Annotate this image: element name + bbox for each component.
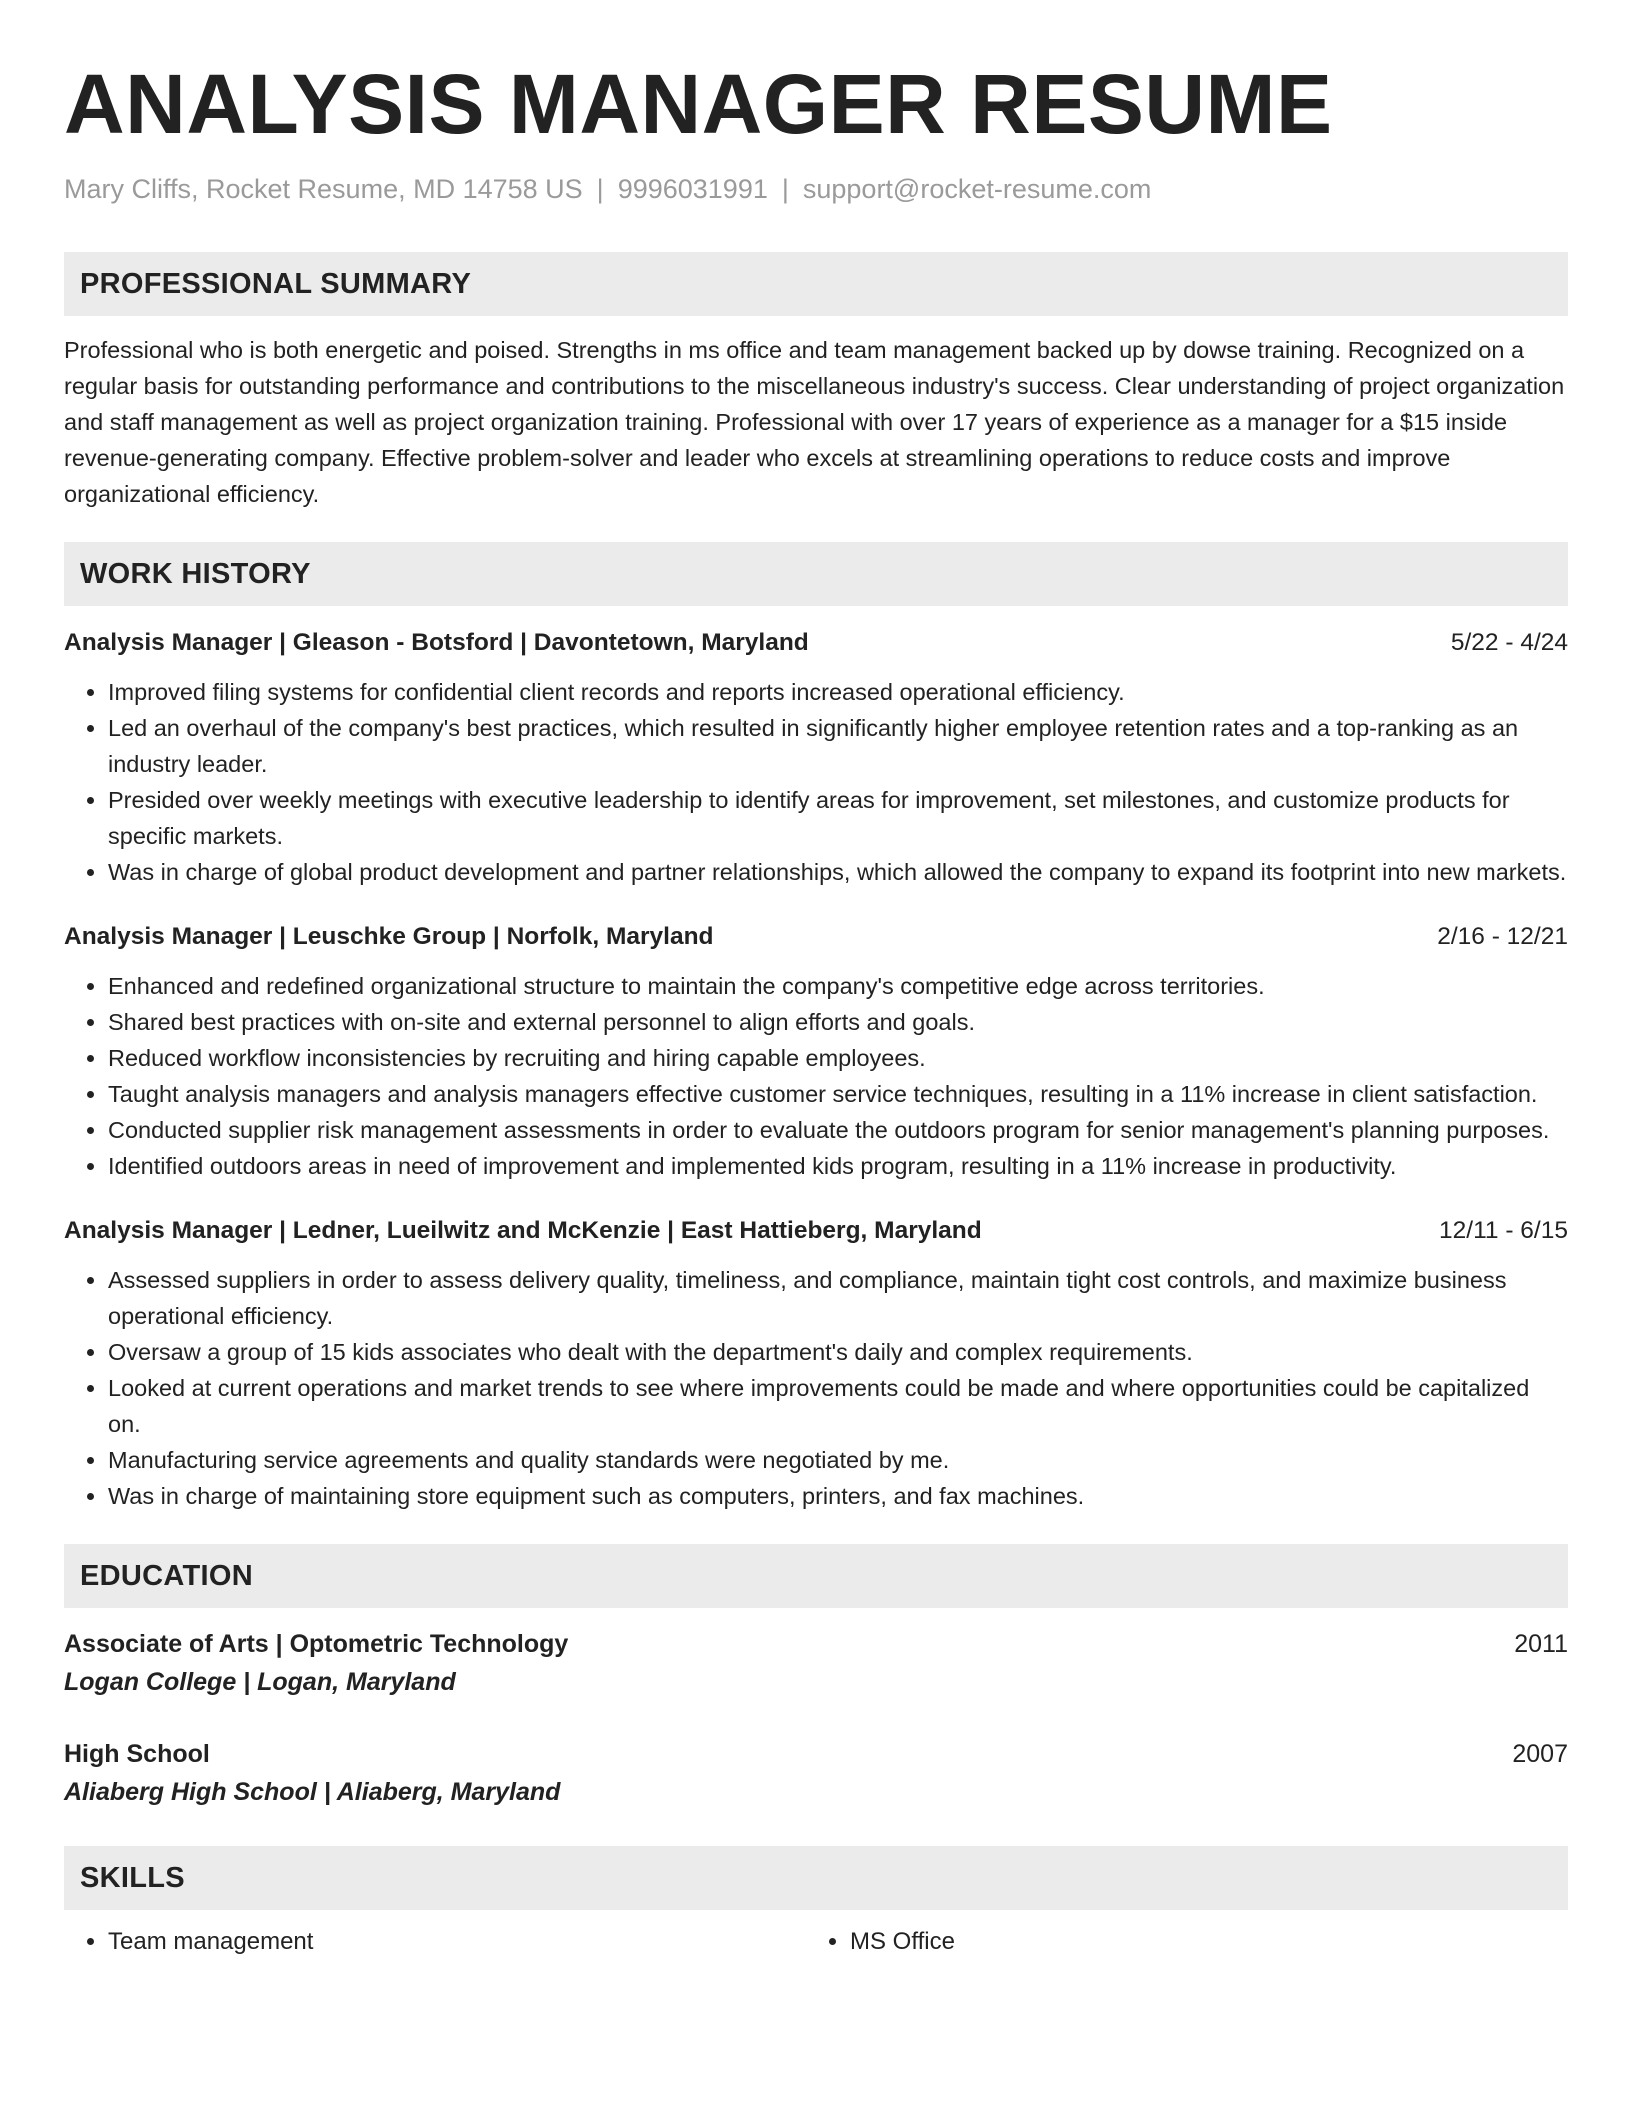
job-dates: 2/16 - 12/21 — [1437, 923, 1568, 950]
education-degree: High School — [64, 1740, 210, 1768]
job-bullet: • Looked at current operations and market trends to see where improvements could be made and where opportunities could be capitalized on. — [108, 1370, 1568, 1442]
job-title: Analysis Manager | Ledner, Lueilwitz and McKenzie | East Hattieberg, Maryland — [64, 1217, 982, 1244]
job-entry — [64, 920, 1568, 1184]
skill-item: • Team management — [108, 1924, 806, 1960]
summary-text: Professional who is both energetic and poised. Strengths in ms office and team management backed up by dowse training. Recognized on a regular basis for outstanding performance and contributions to the miscellaneous industry's success. Clear understanding of project organization and staff management as well as project organization training. Professional with over 17 years of experience as a manager for a $15 inside revenue-generating company. Effective problem-solver and leader who excels at streamlining operations to reduce costs and improve organizational efficiency. — [64, 337, 1565, 507]
job-bullet: • Taught analysis managers and analysis managers effective customer service techniques, resulting in a 11% increase in client satisfaction. — [108, 1076, 1568, 1112]
job-dates: 12/11 - 6/15 — [1439, 1217, 1568, 1244]
education-degree: Associate of Arts | Optometric Technology — [64, 1630, 569, 1658]
education-school: Aliaberg High School | Aliaberg, Maryland — [64, 1778, 561, 1806]
job-bullet: • Manufacturing service agreements and quality standards were negotiated by me. — [108, 1442, 1568, 1478]
contact-separator: | — [596, 174, 604, 204]
job-dates: 5/22 - 4/24 — [1450, 629, 1568, 656]
job-bullet: • Led an overhaul of the company's best practices, which resulted in significantly higher employee retention rates and a top-ranking as an industry leader. — [108, 710, 1568, 782]
job-bullet: • Presided over weekly meetings with executive leadership to identify areas for improvement, set milestones, and customize products for specific markets. — [108, 782, 1568, 854]
contact-email: support@rocket-resume.com — [802, 174, 1152, 204]
skill-item: • MS Office — [850, 1924, 1548, 1960]
contact-phone: 9996031991 — [617, 174, 768, 204]
job-bullets — [64, 674, 1568, 890]
contact-address: Mary Cliffs, Rocket Resume, MD 14758 US — [64, 174, 583, 204]
job-bullet: • Assessed suppliers in order to assess delivery quality, timeliness, and compliance, maintain tight cost controls, and maximize business operational efficiency. — [108, 1262, 1568, 1334]
job-header — [64, 626, 1568, 660]
resume-title: ANALYSIS MANAGER RESUME — [64, 57, 1333, 151]
contact-line — [64, 172, 1568, 206]
contact-separator: | — [781, 174, 789, 204]
education-heading: EDUCATION — [64, 1544, 1568, 1608]
job-bullet: • Shared best practices with on-site and external personnel to align efforts and goals. — [108, 1004, 1568, 1040]
education-year: 2007 — [1512, 1740, 1568, 1768]
education-header — [64, 1736, 1568, 1772]
job-bullet: • Reduced workflow inconsistencies by recruiting and hiring capable employees. — [108, 1040, 1568, 1076]
job-bullet: • Was in charge of maintaining store equipment such as computers, printers, and fax machines. — [108, 1478, 1568, 1514]
summary-heading: PROFESSIONAL SUMMARY — [64, 252, 1568, 316]
education-year: 2011 — [1514, 1630, 1568, 1658]
job-bullet: • Enhanced and redefined organizational structure to maintain the company's competitive edge across territories. — [108, 968, 1568, 1004]
job-entry — [64, 626, 1568, 890]
job-bullet: • Oversaw a group of 15 kids associates who dealt with the department's daily and complex requirements. — [108, 1334, 1568, 1370]
skills-column-left — [64, 1924, 806, 1960]
job-header — [64, 1214, 1568, 1248]
education-header — [64, 1626, 1568, 1662]
job-bullets — [64, 1262, 1568, 1514]
skills-grid — [64, 1924, 1568, 1960]
job-header — [64, 920, 1568, 954]
education-entry — [64, 1736, 1568, 1812]
job-bullet: • Conducted supplier risk management assessments in order to evaluate the outdoors program for senior management's planning purposes. — [108, 1112, 1568, 1148]
skills-heading: SKILLS — [64, 1846, 1568, 1910]
education-school: Logan College | Logan, Maryland — [64, 1668, 456, 1696]
job-bullets — [64, 968, 1568, 1184]
job-bullet: • Improved filing systems for confidential client records and reports increased operational efficiency. — [108, 674, 1568, 710]
job-title: Analysis Manager | Gleason - Botsford | Davontetown, Maryland — [64, 629, 809, 656]
job-entry — [64, 1214, 1568, 1514]
skills-column-right — [806, 1924, 1548, 1960]
job-bullet: • Was in charge of global product development and partner relationships, which allowed the company to expand its footprint into new markets. — [108, 854, 1568, 890]
job-title: Analysis Manager | Leuschke Group | Norfolk, Maryland — [64, 923, 714, 950]
education-entry — [64, 1626, 1568, 1702]
work-history-heading: WORK HISTORY — [64, 542, 1568, 606]
job-bullet: • Identified outdoors areas in need of improvement and implemented kids program, resulting in a 11% increase in productivity. — [108, 1148, 1568, 1184]
